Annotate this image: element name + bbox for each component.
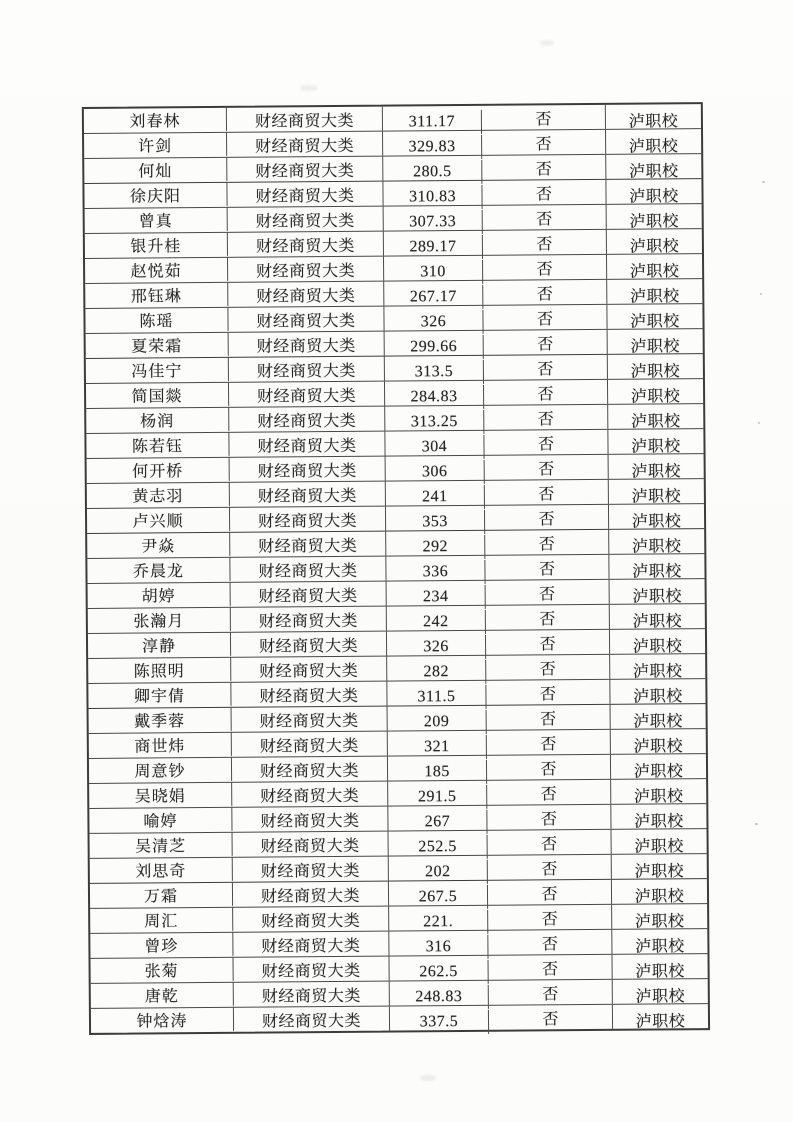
score-cell: 267.5 (389, 885, 488, 910)
student-name-cell: 胡婷 (88, 582, 231, 607)
school-cell: 泸职校 (632, 587, 682, 606)
student-name-cell: 卢兴顺 (87, 507, 230, 532)
student-name-cell: 邢钰琳 (85, 282, 228, 307)
scan-smudge (540, 40, 554, 46)
student-name-cell: 喻婷 (89, 807, 232, 832)
flag-cell: 否 (484, 380, 608, 405)
student-name-cell: 吴晓娟 (89, 782, 232, 807)
flag-cell: 否 (487, 755, 611, 780)
school-cell: 泸职校 (630, 387, 681, 406)
school-cell: 泸职校 (632, 612, 683, 631)
category-cell: 财经商贸大类 (233, 832, 389, 857)
school-cell: 泸职校 (629, 237, 680, 256)
scan-speck (762, 181, 765, 183)
flag-cell: 否 (488, 905, 612, 930)
school-cell: 泸职校 (633, 687, 683, 706)
student-name-cell: 陈瑶 (85, 307, 228, 332)
school-cell: 泸职校 (633, 762, 684, 781)
category-cell: 财经商贸大类 (230, 457, 386, 482)
category-cell: 财经商贸大类 (230, 482, 386, 507)
student-name-cell: 杨润 (86, 407, 229, 432)
school-cell: 泸职校 (631, 462, 682, 481)
flag-cell: 否 (486, 630, 610, 655)
flag-cell: 否 (486, 680, 610, 705)
flag-cell: 否 (484, 330, 608, 355)
school-cell: 泸职校 (629, 212, 680, 231)
flag-cell: 否 (485, 530, 609, 555)
category-cell: 财经商贸大类 (229, 357, 385, 382)
score-cell: 313.5 (385, 360, 484, 385)
student-name-cell: 卿宇倩 (88, 682, 231, 707)
category-cell: 财经商贸大类 (232, 782, 388, 807)
score-cell: 311.5 (387, 685, 486, 710)
student-name-cell: 周意钞 (89, 757, 232, 782)
flag-cell: 否 (486, 605, 610, 630)
flag-cell: 否 (483, 205, 607, 230)
score-cell: 313.25 (385, 410, 484, 435)
flag-cell: 否 (488, 830, 612, 855)
school-cell: 泸职校 (628, 137, 679, 156)
flag-cell: 否 (482, 105, 606, 130)
school-cell: 泸职校 (633, 712, 683, 731)
score-cell: 336 (386, 560, 485, 585)
score-cell: 291.5 (388, 785, 487, 810)
flag-cell: 否 (483, 305, 607, 330)
school-cell: 泸职校 (635, 962, 685, 981)
score-cell: 185 (388, 760, 487, 785)
category-cell: 财经商贸大类 (234, 1007, 390, 1032)
student-name-cell: 万霜 (90, 882, 233, 907)
score-cell: 299.66 (385, 335, 484, 360)
category-cell: 财经商贸大类 (228, 207, 384, 232)
score-cell: 310.83 (383, 185, 482, 210)
flag-cell: 否 (487, 780, 611, 805)
flag-cell: 否 (482, 180, 606, 205)
student-name-cell: 张菊 (90, 957, 233, 982)
flag-cell: 否 (485, 455, 609, 480)
score-cell: 280.5 (383, 160, 482, 185)
scan-speck (760, 293, 762, 295)
student-name-cell: 曾真 (85, 207, 228, 232)
flag-cell: 否 (487, 705, 611, 730)
category-cell: 财经商贸大类 (232, 707, 388, 732)
student-name-cell: 乔晨龙 (87, 557, 230, 582)
flag-cell: 否 (483, 255, 607, 280)
school-cell: 泸职校 (633, 787, 684, 806)
student-name-cell: 戴季蓉 (89, 707, 232, 732)
flag-cell: 否 (485, 555, 609, 580)
score-cell: 311.17 (383, 110, 482, 135)
scan-speck (755, 823, 758, 825)
school-cell: 泸职校 (635, 987, 686, 1006)
category-cell: 财经商贸大类 (232, 807, 388, 832)
school-cell: 泸职校 (629, 262, 680, 281)
flag-cell: 否 (486, 580, 610, 605)
school-cell: 泸职校 (631, 437, 681, 456)
student-name-cell: 陈若钰 (86, 432, 229, 457)
category-cell: 财经商贸大类 (231, 657, 387, 682)
flag-cell: 否 (483, 280, 607, 305)
school-cell: 泸职校 (631, 537, 682, 556)
category-cell: 财经商贸大类 (231, 682, 387, 707)
category-cell: 财经商贸大类 (230, 532, 386, 557)
flag-cell: 否 (484, 355, 608, 380)
scan-smudge (300, 85, 318, 91)
school-cell: 泸职校 (629, 187, 679, 206)
school-cell: 泸职校 (632, 637, 683, 656)
student-name-cell: 钟焓涛 (91, 1007, 234, 1032)
student-name-cell: 何开桥 (87, 457, 230, 482)
student-name-cell: 尹焱 (87, 532, 230, 557)
school-cell: 泸职校 (629, 162, 679, 181)
flag-cell: 否 (487, 730, 611, 755)
score-cell: 289.17 (384, 235, 483, 260)
school-cell: 泸职校 (630, 412, 681, 431)
score-cell: 242 (387, 610, 486, 635)
category-cell: 财经商贸大类 (227, 107, 383, 132)
school-cell: 泸职校 (633, 737, 684, 756)
score-cell: 252.5 (389, 835, 488, 860)
score-cell: 262.5 (390, 960, 489, 985)
score-cell: 337.5 (390, 1010, 489, 1035)
flag-cell: 否 (488, 955, 612, 980)
student-name-cell: 徐庆阳 (84, 182, 227, 207)
score-cell: 209 (388, 710, 487, 735)
score-cell: 321 (388, 735, 487, 760)
flag-cell: 否 (489, 980, 613, 1005)
school-cell: 泸职校 (635, 937, 685, 956)
student-name-cell: 刘思奇 (90, 857, 233, 882)
school-cell: 泸职校 (631, 512, 682, 531)
school-cell: 泸职校 (630, 337, 681, 356)
flag-cell: 否 (488, 855, 612, 880)
school-cell: 泸职校 (634, 862, 685, 881)
school-cell: 泸职校 (630, 362, 681, 381)
score-cell: 326 (387, 635, 486, 660)
school-cell: 泸职校 (635, 1012, 686, 1031)
school-cell: 泸职校 (632, 562, 682, 581)
category-cell: 财经商贸大类 (231, 582, 387, 607)
score-cell: 310 (384, 260, 483, 285)
score-cell: 329.83 (383, 135, 482, 160)
score-cell: 292 (386, 535, 485, 560)
category-cell: 财经商贸大类 (233, 857, 389, 882)
category-cell: 财经商贸大类 (234, 982, 390, 1007)
flag-cell: 否 (482, 155, 606, 180)
school-cell: 泸职校 (630, 312, 680, 331)
student-name-cell: 许剑 (84, 132, 227, 157)
school-cell: 泸职校 (634, 912, 685, 931)
school-cell: 泸职校 (631, 487, 682, 506)
category-cell: 财经商贸大类 (229, 432, 385, 457)
category-cell: 财经商贸大类 (233, 882, 389, 907)
school-cell: 泸职校 (629, 287, 680, 306)
student-name-cell: 黄志羽 (87, 482, 230, 507)
score-cell: 304 (385, 435, 484, 460)
category-cell: 财经商贸大类 (232, 757, 388, 782)
category-cell: 财经商贸大类 (228, 232, 384, 257)
student-name-cell: 何灿 (84, 157, 227, 182)
student-name-cell: 刘春林 (84, 107, 227, 132)
flag-cell: 否 (487, 805, 611, 830)
student-name-cell: 赵悦茹 (85, 257, 228, 282)
scan-speck (758, 422, 760, 424)
category-cell: 财经商贸大类 (227, 157, 383, 182)
score-cell: 248.83 (390, 985, 489, 1010)
scan-smudge (420, 1075, 436, 1081)
school-cell: 泸职校 (634, 887, 685, 906)
category-cell: 财经商贸大类 (231, 607, 387, 632)
category-cell: 财经商贸大类 (230, 557, 386, 582)
score-cell: 306 (386, 460, 485, 485)
category-cell: 财经商贸大类 (228, 257, 384, 282)
score-cell: 234 (387, 585, 486, 610)
score-cell: 307.33 (384, 210, 483, 235)
score-cell: 202 (389, 860, 488, 885)
category-cell: 财经商贸大类 (232, 732, 388, 757)
score-cell: 267 (388, 810, 487, 835)
score-cell: 221. (389, 910, 488, 935)
category-cell: 财经商贸大类 (230, 507, 386, 532)
category-cell: 财经商贸大类 (229, 407, 385, 432)
student-name-cell: 陈照明 (88, 657, 231, 682)
flag-cell: 否 (488, 880, 612, 905)
student-name-cell: 吴清芝 (90, 832, 233, 857)
student-name-cell: 简国燚 (86, 382, 229, 407)
table-row (84, 104, 701, 134)
school-cell: 泸职校 (632, 662, 683, 681)
category-cell: 财经商贸大类 (228, 307, 384, 332)
category-cell: 财经商贸大类 (228, 282, 384, 307)
student-name-cell: 冯佳宁 (86, 357, 229, 382)
flag-cell: 否 (483, 230, 607, 255)
score-cell: 284.83 (385, 385, 484, 410)
category-cell: 财经商贸大类 (233, 907, 389, 932)
category-cell: 财经商贸大类 (227, 182, 383, 207)
category-cell: 财经商贸大类 (227, 132, 383, 157)
flag-cell: 否 (484, 430, 608, 455)
flag-cell: 否 (486, 655, 610, 680)
category-cell: 财经商贸大类 (231, 632, 387, 657)
flag-cell: 否 (484, 405, 608, 430)
student-name-cell: 夏荣霜 (86, 332, 229, 357)
student-name-cell: 周汇 (90, 907, 233, 932)
flag-cell: 否 (485, 480, 609, 505)
student-name-cell: 淳静 (88, 632, 231, 657)
school-cell: 泸职校 (634, 812, 684, 831)
score-cell: 241 (386, 485, 485, 510)
student-name-cell: 唐乾 (91, 982, 234, 1007)
score-cell: 316 (389, 935, 488, 960)
score-cell: 282 (387, 660, 486, 685)
category-cell: 财经商贸大类 (233, 932, 389, 957)
score-cell: 267.17 (384, 285, 483, 310)
score-cell: 353 (386, 510, 485, 535)
category-cell: 财经商贸大类 (229, 382, 385, 407)
student-name-cell: 曾珍 (90, 932, 233, 957)
school-cell: 泸职校 (634, 837, 684, 856)
category-cell: 财经商贸大类 (229, 332, 385, 357)
student-name-cell: 张瀚月 (88, 607, 231, 632)
flag-cell: 否 (488, 930, 612, 955)
results-table (82, 102, 710, 1035)
category-cell: 财经商贸大类 (233, 957, 389, 982)
flag-cell: 否 (482, 130, 606, 155)
student-name-cell: 银升桂 (85, 232, 228, 257)
flag-cell: 否 (489, 1005, 613, 1030)
student-name-cell: 商世炜 (89, 732, 232, 757)
score-cell: 326 (384, 310, 483, 335)
flag-cell: 否 (485, 505, 609, 530)
school-cell: 泸职校 (628, 112, 679, 131)
